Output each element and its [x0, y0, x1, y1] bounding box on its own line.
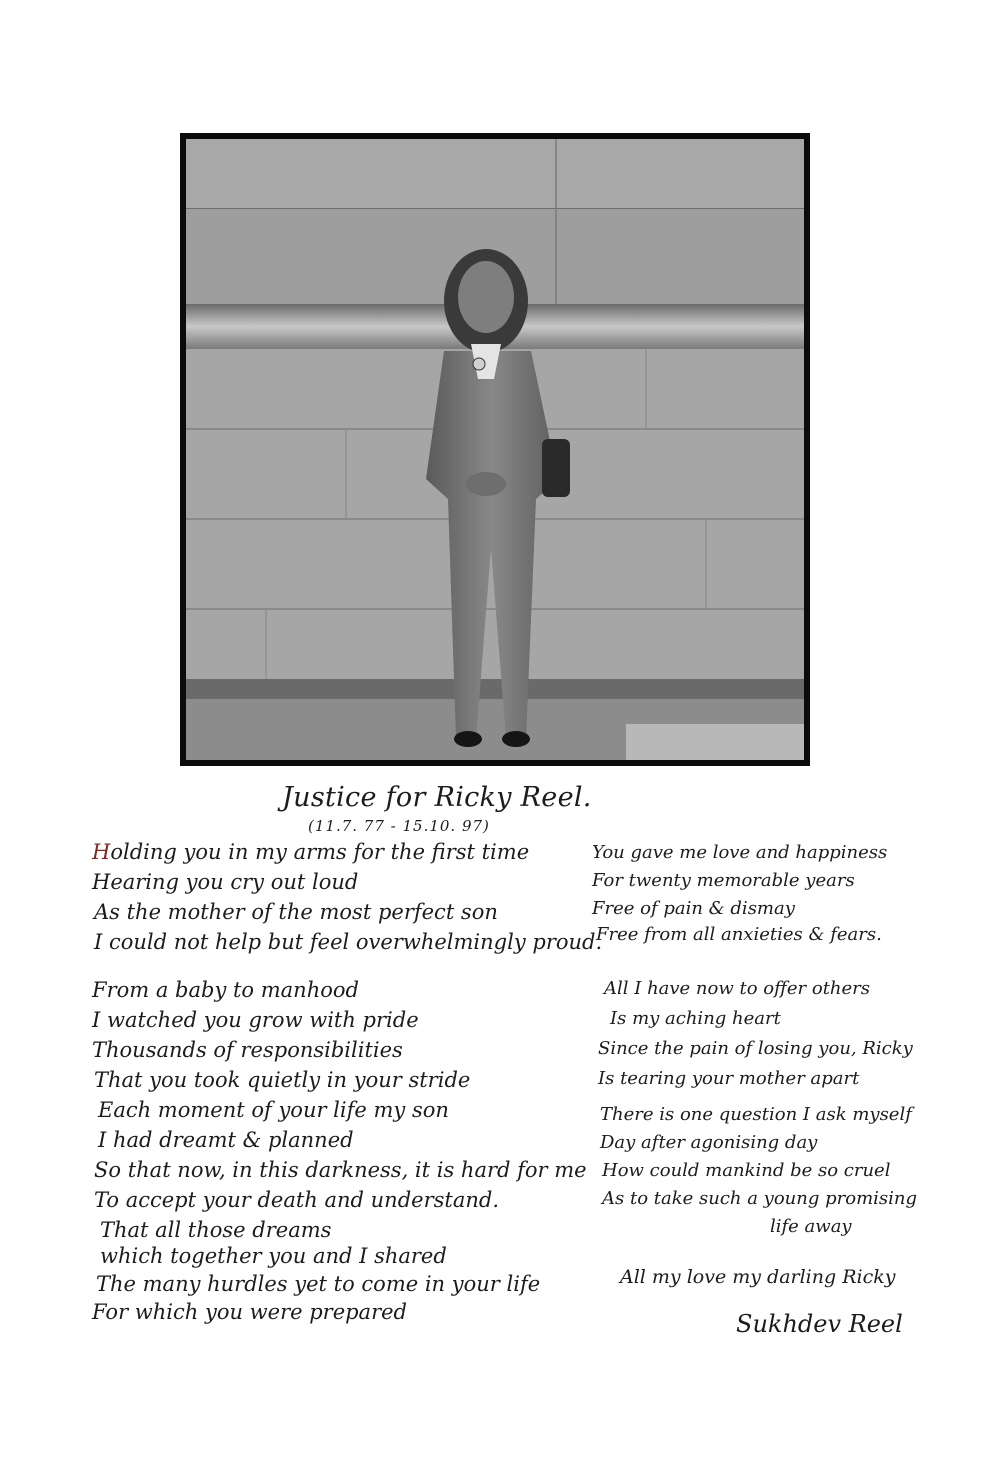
- poem-line: For which you were prepared: [92, 1300, 407, 1324]
- poem-line: which together you and I shared: [100, 1244, 447, 1268]
- poem-line: As to take such a young promising: [602, 1188, 918, 1209]
- poem-line: [92, 840, 529, 864]
- poem-line: How could mankind be so cruel: [602, 1160, 891, 1181]
- signature: Sukhdev Reel: [736, 1310, 903, 1338]
- poem-line: You gave me love and happiness: [592, 842, 888, 863]
- poem-line: Day after agonising day: [600, 1132, 818, 1153]
- initial-letter: H: [92, 840, 111, 864]
- poem-line: Free of pain & dismay: [592, 898, 795, 919]
- poem-line: As the mother of the most perfect son: [94, 900, 498, 924]
- poem-line: That all those dreams: [100, 1218, 332, 1242]
- poem-line: Each moment of your life my son: [98, 1098, 449, 1122]
- poem-line: There is one question I ask myself: [600, 1104, 912, 1125]
- poem-line: So that now, in this darkness, it is hard for me: [94, 1158, 587, 1182]
- poem-line: I could not help but feel overwhelmingly proud.: [94, 930, 603, 954]
- portrait-photo-image: [186, 139, 804, 760]
- poem-line: For twenty memorable years: [592, 870, 855, 891]
- poem-line: The many hurdles yet to come in your life: [96, 1272, 541, 1296]
- poem-line: I had dreamt & planned: [98, 1128, 354, 1152]
- poem-line: Is my aching heart: [610, 1008, 781, 1029]
- poem-closing-line: All my love my darling Ricky: [620, 1266, 896, 1288]
- poem-line: Free from all anxieties & fears.: [596, 924, 882, 945]
- poem-line: To accept your death and understand.: [94, 1188, 499, 1212]
- poem-dates: (11.7. 77 - 15.10. 97): [308, 817, 490, 835]
- poem-line: life away: [770, 1216, 852, 1237]
- poem-line: Since the pain of losing you, Ricky: [598, 1038, 913, 1059]
- poem-title: Justice for Ricky Reel.: [282, 782, 592, 813]
- poem-line: All I have now to offer others: [604, 978, 871, 999]
- poem-line: Hearing you cry out loud: [92, 870, 359, 894]
- poem-line: From a baby to manhood: [92, 978, 359, 1002]
- poem-line: Is tearing your mother apart: [598, 1068, 860, 1089]
- poem-line: That you took quietly in your stride: [94, 1068, 471, 1092]
- poem-line-text: olding you in my arms for the first time: [110, 840, 530, 864]
- poem-line: I watched you grow with pride: [92, 1008, 419, 1032]
- poem-line: Thousands of responsibilities: [92, 1038, 403, 1062]
- portrait-photograph: [180, 133, 810, 766]
